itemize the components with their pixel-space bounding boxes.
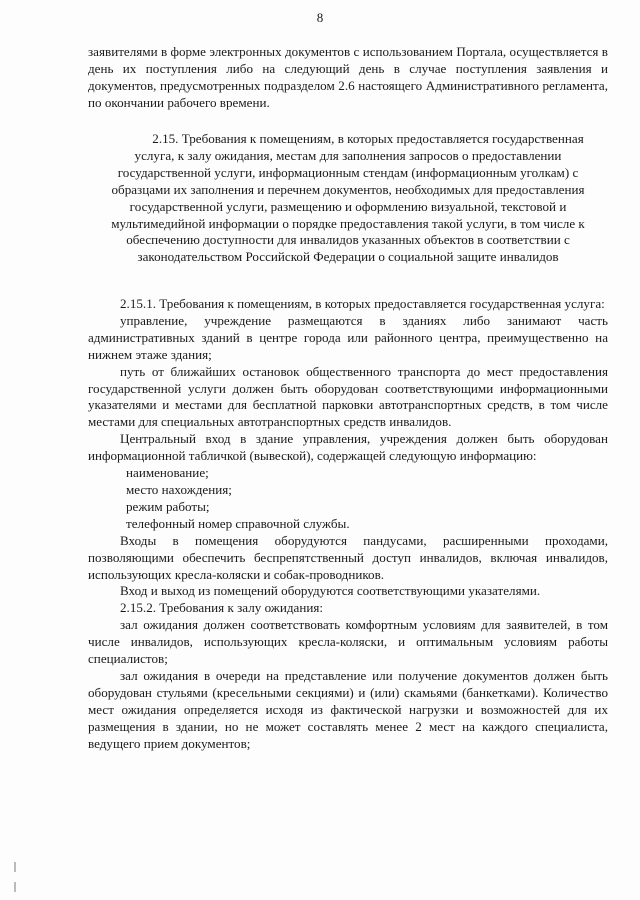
scan-edge-mark [14, 882, 16, 892]
top-paragraph: заявителями в форме электронных документов с использованием Портала, осуществляется в день их поступления либо на следующий день в случае поступления заявления и документов, предусмотренных подразделом 2.6 настоящего Административного регламента, по окончании рабочего времени. [88, 44, 608, 110]
top-paragraph-block [88, 44, 608, 112]
section-heading-block [100, 131, 596, 266]
sign-list-item: телефонный номер справочной службы. [126, 515, 350, 531]
body-paragraph: зал ожидания должен соответствовать комфортным условиям для заявителей, в том числе инвалидов, использующих кресла-коляски, и оптимальным условиям работы специалистов; [88, 617, 608, 667]
body-paragraph: Вход и выход из помещений оборудуются соответствующими указателями. [120, 583, 541, 599]
section-body [88, 296, 608, 752]
section-heading: 2.15. Требования к помещениям, в которых предоставляется государственная услуга, к залу ожидания, местам для заполнения запросов о предоставлении государственной услуги, информационным стендам (информационным уголкам) с образцами их заполнения и перечнем документов, необходимых для предоставления государственной услуги, размещению и оформлению визуальной, текстовой и мультимедийной информации о порядке предоставления такой услуги, в том числе к обеспечению доступности для инвалидов указанных объектов в соответствии с законодательством Российской Федерации о социальной защите инвалидов [111, 131, 585, 265]
sign-list-item: место нахождения; [126, 481, 232, 497]
body-paragraph: Входы в помещения оборудуются пандусами, расширенными проходами, позволяющими обеспечить беспрепятственный доступ инвалидов, включая инвалидов, использующих кресла-коляски и собак-проводников. [88, 532, 608, 582]
body-paragraph: 2.15.1. Требования к помещениям, в которых предоставляется государственная услуга: [120, 296, 605, 311]
body-paragraph: Центральный вход в здание управления, учреждения должен быть оборудован информационной табличкой (вывеской), содержащей следующую информацию: [88, 431, 608, 464]
page-number: 8 [316, 10, 324, 25]
subsection-title: 2.15.2. Требования к залу ожидания: [120, 600, 323, 616]
body-paragraph: путь от ближайших остановок общественного транспорта до мест предоставления государственной услуги должен быть оборудован соответствующими информационными указателями и местами для бесплатной парковки автотранспортных средств, в том числе местами для специальных автотранспортных средств инвалидов. [88, 363, 608, 430]
sign-list-item: наименование; [126, 465, 209, 481]
body-paragraph: зал ожидания в очереди на представление или получение документов должен быть оборудован стульями (кресельными секциями) и (или) скамьями (банкетками). Количество мест ожидания определяется исходя из фактической нагрузки и возможностей для их размещения в здании, но не может составлять менее 2 мест на каждого специалиста, ведущего прием документов; [88, 667, 608, 751]
sign-list-item: режим работы; [126, 498, 210, 514]
scan-edge-mark [14, 862, 16, 872]
body-paragraph: управление, учреждение размещаются в зданиях либо занимают часть административных зданий в центре города или районного центра, преимущественно на нижнем этаже здания; [88, 312, 608, 362]
